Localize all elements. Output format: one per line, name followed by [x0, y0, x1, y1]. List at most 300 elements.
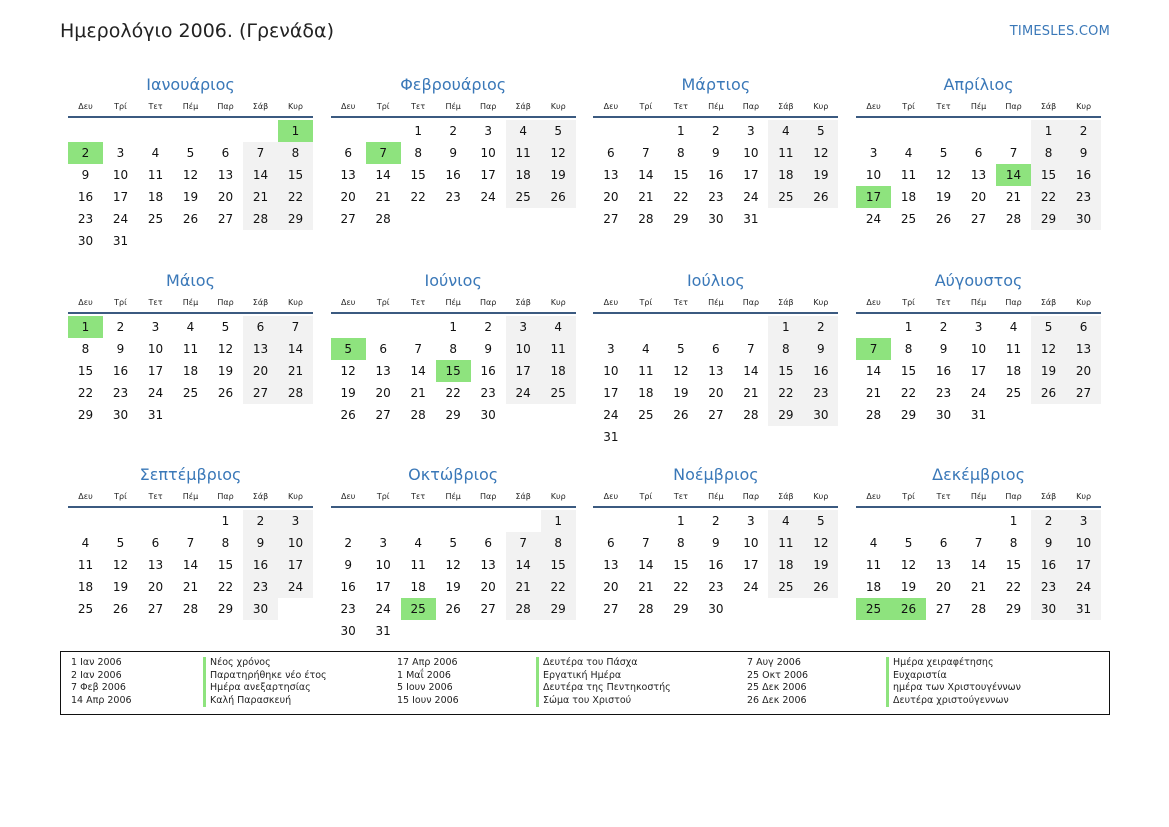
weekend-day-cell: 1: [541, 510, 576, 532]
empty-day-cell: [803, 598, 838, 620]
weekend-day-cell: 6: [243, 316, 278, 338]
weekend-day-cell: 2: [803, 316, 838, 338]
weekend-day-cell: 9: [1031, 532, 1066, 554]
day-cell: 30: [708, 212, 724, 226]
weekend-day-cell: 27: [1066, 382, 1101, 404]
weekend-day-cell: 28: [506, 598, 541, 620]
weekend-day-cell: 2: [243, 510, 278, 532]
week-row: [331, 598, 576, 620]
day-cell: 5: [116, 536, 125, 550]
holiday-legend: [60, 651, 1110, 715]
day-cell: 22: [1005, 580, 1022, 594]
day-cell: 21: [638, 190, 654, 204]
weekend-day-cell: 21: [243, 186, 278, 208]
day-cell: 13: [603, 168, 619, 182]
legend-dates-col-3: [747, 657, 808, 707]
week-row: [593, 576, 838, 598]
empty-day-cell: [541, 208, 576, 230]
weekend-day-cell: 30: [243, 598, 278, 620]
empty-day-cell: [663, 426, 698, 448]
weekday-label: Σάβ: [515, 492, 531, 501]
month-name: Μάιος: [166, 271, 215, 290]
day-cell: 3: [484, 124, 492, 138]
week-row: [856, 208, 1101, 230]
weekday-header-row: [331, 488, 576, 508]
empty-day-cell: [996, 120, 1031, 142]
empty-day-cell: [628, 316, 663, 338]
weekend-day-cell: 16: [243, 554, 278, 576]
weekday-label: Τρί: [114, 492, 127, 501]
day-cell: 12: [112, 558, 129, 572]
legend-date: 17 Απρ 2006: [397, 657, 458, 668]
empty-day-cell: [891, 510, 926, 532]
day-cell: 26: [673, 408, 689, 422]
day-cell: 18: [1005, 364, 1022, 378]
site-brand-link[interactable]: TIMESLES.COM: [1009, 24, 1110, 39]
day-cell: 12: [445, 558, 461, 572]
day-cell: 6: [939, 536, 948, 550]
weekday-label: Σάβ: [515, 102, 531, 111]
day-cell: 1: [1009, 514, 1018, 528]
weekend-day-cell: 15: [278, 164, 313, 186]
month-name: Αύγουστος: [934, 271, 1023, 290]
day-cell: 10: [603, 364, 619, 378]
weekday-label: Τρί: [114, 102, 127, 111]
day-cell: 29: [900, 408, 917, 422]
day-cell: 11: [638, 364, 654, 378]
weekend-day-cell: 4: [541, 316, 576, 338]
empty-day-cell: [103, 120, 138, 142]
day-cell: 13: [217, 168, 234, 182]
day-cell: 25: [77, 602, 94, 616]
week-row: [856, 164, 1101, 186]
day-cell: 5: [449, 536, 457, 550]
weekday-label: Παρ: [742, 102, 760, 111]
month-calendar: [331, 72, 576, 268]
day-cell: 20: [147, 580, 164, 594]
weekend-day-cell: 13: [1066, 338, 1101, 360]
week-row: [68, 186, 313, 208]
legend-date: 1 Μαΐ 2006: [397, 669, 451, 681]
week-row: [593, 404, 838, 426]
empty-day-cell: [208, 230, 243, 252]
week-row: [593, 316, 838, 338]
weekend-day-cell: 3: [278, 510, 313, 532]
day-cell: 5: [186, 146, 195, 160]
weekday-label: Παρ: [480, 492, 497, 501]
week-row: [331, 510, 576, 532]
day-cell: 15: [1005, 558, 1022, 572]
month-name: Σεπτέμβριος: [139, 465, 242, 484]
day-cell: 7: [747, 342, 755, 356]
day-cell: 9: [939, 342, 948, 356]
day-cell: 21: [1005, 190, 1022, 204]
day-cell: 23: [445, 190, 461, 204]
day-cell: 14: [410, 364, 426, 378]
weekend-day-cell: 22: [541, 576, 576, 598]
day-cell: 8: [1009, 536, 1018, 550]
month-name: Δεκέμβριος: [932, 465, 1025, 484]
day-cell: 23: [708, 190, 724, 204]
weekend-day-cell: 29: [541, 598, 576, 620]
weekend-day-cell: 9: [803, 338, 838, 360]
weekday-header-row: [856, 98, 1101, 118]
empty-day-cell: [506, 510, 541, 532]
day-cell: 19: [340, 386, 356, 400]
day-cell: 17: [480, 168, 496, 182]
day-cell: 1: [221, 514, 230, 528]
empty-day-cell: [278, 404, 313, 426]
day-cell: 14: [182, 558, 199, 572]
empty-day-cell: [138, 230, 173, 252]
day-cell: 3: [974, 320, 983, 334]
empty-day-cell: [541, 620, 576, 642]
weekend-day-cell: 29: [768, 404, 803, 426]
day-cell: 13: [603, 558, 619, 572]
weekday-label: Σάβ: [778, 492, 794, 501]
weekday-label: Δευ: [603, 298, 619, 307]
day-cell: 12: [217, 342, 234, 356]
empty-day-cell: [243, 404, 278, 426]
empty-day-cell: [138, 510, 173, 532]
weekday-label: Πέμ: [970, 492, 987, 501]
weekend-day-cell: 25: [541, 382, 576, 404]
empty-day-cell: [856, 120, 891, 142]
weekend-day-cell: 5: [803, 510, 838, 532]
legend-names-col-3: [886, 657, 1021, 707]
day-cell: 10: [743, 536, 759, 550]
empty-day-cell: [1066, 404, 1101, 426]
day-cell: 4: [1009, 320, 1018, 334]
day-cell: 4: [414, 536, 422, 550]
day-cell: 23: [935, 386, 952, 400]
week-row: [331, 208, 576, 230]
weekend-day-cell: 2: [1031, 510, 1066, 532]
week-row: [331, 404, 576, 426]
day-cell: 21: [865, 386, 882, 400]
day-cell: 16: [935, 364, 952, 378]
months-grid: [68, 72, 1101, 658]
weekday-label: Τετ: [148, 298, 163, 307]
day-cell: 13: [147, 558, 164, 572]
weekday-label: Τρί: [639, 298, 653, 307]
weekday-header-row: [856, 488, 1101, 508]
weekend-day-cell: 8: [278, 142, 313, 164]
day-cell: 2: [712, 514, 720, 528]
day-cell: 6: [607, 146, 615, 160]
day-cell: 10: [743, 146, 759, 160]
weekend-day-cell: 16: [803, 360, 838, 382]
day-cell: 6: [607, 536, 615, 550]
legend-holiday-name: Δευτέρα του Πάσχα: [536, 657, 671, 670]
week-row: [331, 164, 576, 186]
weekday-label: Πέμ: [445, 492, 461, 501]
empty-day-cell: [628, 120, 663, 142]
weekday-label: Κυρ: [1076, 492, 1092, 501]
day-cell: 10: [865, 168, 882, 182]
day-cell: 14: [865, 364, 882, 378]
day-cell: 27: [935, 602, 952, 616]
empty-day-cell: [506, 620, 541, 642]
week-row: [331, 142, 576, 164]
day-cell: 24: [743, 190, 759, 204]
day-cell: 23: [77, 212, 94, 226]
legend-holiday-name: Εργατική Ημέρα: [536, 670, 671, 683]
legend-holiday-name: ημέρα των Χριστουγέννων: [886, 682, 1021, 695]
empty-day-cell: [278, 230, 313, 252]
weekday-header-row: [593, 294, 838, 314]
day-cell: 19: [445, 580, 461, 594]
empty-day-cell: [401, 510, 436, 532]
weekday-label: Τετ: [673, 492, 688, 501]
day-cell: 10: [970, 342, 987, 356]
legend-date: 15 Ιουν 2006: [397, 694, 459, 706]
weekday-label: Σάβ: [778, 298, 794, 307]
day-cell: 3: [747, 514, 755, 528]
empty-day-cell: [331, 316, 366, 338]
day-cell: 4: [81, 536, 90, 550]
day-cell: 8: [904, 342, 913, 356]
day-cell: 15: [77, 364, 94, 378]
day-cell: 18: [77, 580, 94, 594]
weekend-day-cell: 17: [278, 554, 313, 576]
weekday-label: Κυρ: [813, 298, 829, 307]
day-cell: 18: [638, 386, 654, 400]
day-cell: 27: [603, 602, 619, 616]
week-row: [856, 360, 1101, 382]
day-cell: 7: [414, 342, 422, 356]
weekend-day-cell: 29: [1031, 208, 1066, 230]
day-cell: 29: [1005, 602, 1022, 616]
weekend-day-cell: 14: [243, 164, 278, 186]
day-cell: 8: [449, 342, 457, 356]
weekday-label: Δευ: [866, 102, 881, 111]
weekend-day-cell: 30: [1031, 598, 1066, 620]
day-cell: 26: [340, 408, 356, 422]
day-cell: 3: [607, 342, 615, 356]
legend-holiday-name: Ημέρα ανεξαρτησίας: [203, 682, 327, 695]
week-row: [856, 404, 1101, 426]
weekend-day-cell: 14: [506, 554, 541, 576]
day-cell: 22: [445, 386, 461, 400]
weekend-day-cell: 9: [243, 532, 278, 554]
empty-day-cell: [366, 510, 401, 532]
legend-names-col-1: [203, 657, 327, 707]
day-cell: 2: [712, 124, 720, 138]
day-cell: 27: [603, 212, 619, 226]
day-cell: 30: [77, 234, 94, 248]
legend-holiday-name: Δευτέρα της Πεντηκοστής: [536, 682, 671, 695]
weekday-label: Δευ: [866, 492, 881, 501]
weekend-day-cell: 4: [506, 120, 541, 142]
week-row: [856, 120, 1101, 142]
week-row: [331, 620, 576, 642]
month-calendar: [593, 72, 838, 268]
weekend-day-cell: 11: [506, 142, 541, 164]
day-cell: 13: [970, 168, 987, 182]
day-cell: 2: [484, 320, 492, 334]
day-cell: 19: [673, 386, 689, 400]
weekday-label: Παρ: [742, 492, 760, 501]
weekday-label: Πέμ: [970, 298, 987, 307]
weekday-label: Δευ: [866, 298, 881, 307]
day-cell: 22: [410, 190, 426, 204]
weekday-label: Κυρ: [288, 298, 303, 307]
empty-day-cell: [243, 120, 278, 142]
weekday-label: Δευ: [78, 492, 93, 501]
weekend-day-cell: 19: [803, 164, 838, 186]
day-cell: 5: [677, 342, 685, 356]
day-cell: 17: [970, 364, 987, 378]
weekend-day-cell: 3: [1066, 510, 1101, 532]
empty-day-cell: [856, 316, 891, 338]
legend-date: 1 Ιαν 2006: [71, 657, 122, 668]
empty-day-cell: [768, 208, 803, 230]
month-name: Απρίλιος: [943, 75, 1014, 94]
day-cell: 6: [221, 146, 230, 160]
day-cell: 6: [974, 146, 983, 160]
weekend-day-cell: 16: [1066, 164, 1101, 186]
day-cell: 27: [708, 408, 724, 422]
weekend-day-cell: 19: [541, 164, 576, 186]
day-cell: 6: [344, 146, 352, 160]
day-cell: 10: [112, 168, 129, 182]
week-row: [331, 120, 576, 142]
holiday-day-cell: 25: [401, 598, 436, 620]
day-cell: 10: [375, 558, 391, 572]
day-cell: 15: [410, 168, 426, 182]
day-cell: 31: [743, 212, 759, 226]
weekday-label: Τετ: [148, 102, 163, 111]
day-cell: 23: [480, 386, 496, 400]
week-row: [68, 338, 313, 360]
weekday-label: Κυρ: [550, 102, 566, 111]
day-cell: 20: [970, 190, 987, 204]
weekday-label: Παρ: [1005, 102, 1022, 111]
weekend-day-cell: 28: [243, 208, 278, 230]
day-cell: 24: [865, 212, 882, 226]
day-cell: 23: [112, 386, 129, 400]
week-row: [856, 576, 1101, 598]
day-cell: 26: [182, 212, 199, 226]
empty-day-cell: [506, 404, 541, 426]
weekend-day-cell: 26: [541, 186, 576, 208]
weekend-day-cell: 19: [803, 554, 838, 576]
legend-dates-col-2: [397, 657, 459, 707]
weekend-day-cell: 25: [506, 186, 541, 208]
weekend-day-cell: 25: [768, 186, 803, 208]
day-cell: 30: [340, 624, 356, 638]
day-cell: 29: [673, 212, 689, 226]
day-cell: 1: [677, 514, 685, 528]
weekday-label: Τετ: [673, 298, 688, 307]
day-cell: 19: [182, 190, 199, 204]
day-cell: 17: [743, 168, 759, 182]
weekend-day-cell: 23: [803, 382, 838, 404]
weekday-label: Κυρ: [550, 492, 566, 501]
weekday-label: Κυρ: [288, 102, 303, 111]
month-name: Ιούλιος: [686, 271, 745, 290]
weekday-label: Σάβ: [252, 298, 269, 307]
week-row: [593, 164, 838, 186]
month-calendar: [68, 268, 313, 464]
day-cell: 15: [900, 364, 917, 378]
month-calendar: [331, 462, 576, 658]
weekday-header-row: [856, 294, 1101, 314]
weekend-day-cell: 23: [1066, 186, 1101, 208]
empty-day-cell: [733, 316, 768, 338]
day-cell: 6: [712, 342, 720, 356]
day-cell: 27: [217, 212, 234, 226]
weekend-day-cell: 22: [768, 382, 803, 404]
weekday-label: Δευ: [340, 102, 356, 111]
day-cell: 20: [708, 386, 724, 400]
weekend-day-cell: 27: [243, 382, 278, 404]
weekday-label: Πέμ: [182, 298, 199, 307]
weekday-label: Κυρ: [1076, 298, 1092, 307]
week-row: [331, 532, 576, 554]
day-cell: 21: [182, 580, 199, 594]
empty-day-cell: [436, 510, 471, 532]
day-cell: 29: [673, 602, 689, 616]
weekday-header-row: [68, 294, 313, 314]
day-cell: 17: [603, 386, 619, 400]
empty-day-cell: [593, 510, 628, 532]
weekend-day-cell: 26: [803, 576, 838, 598]
weekday-label: Τετ: [936, 492, 951, 501]
weekend-day-cell: 11: [541, 338, 576, 360]
day-cell: 11: [1005, 342, 1022, 356]
day-cell: 1: [449, 320, 457, 334]
day-cell: 28: [743, 408, 759, 422]
weekend-day-cell: 4: [768, 510, 803, 532]
weekend-day-cell: 30: [1066, 208, 1101, 230]
day-cell: 1: [414, 124, 422, 138]
weekday-label: Παρ: [1005, 492, 1022, 501]
day-cell: 30: [480, 408, 496, 422]
weekday-label: Σάβ: [515, 298, 531, 307]
month-calendar: [331, 268, 576, 464]
empty-day-cell: [401, 208, 436, 230]
day-cell: 27: [340, 212, 356, 226]
weekend-day-cell: 26: [1031, 382, 1066, 404]
legend-holiday-name: Ευχαριστία: [886, 670, 1021, 683]
day-cell: 16: [708, 168, 724, 182]
legend-holiday-name: Ημέρα χειραφέτησης: [886, 657, 1021, 670]
day-cell: 22: [900, 386, 917, 400]
week-row: [68, 598, 313, 620]
day-cell: 22: [217, 580, 234, 594]
weekend-day-cell: 18: [506, 164, 541, 186]
weekday-label: Πέμ: [182, 492, 199, 501]
week-row: [856, 598, 1101, 620]
day-cell: 1: [904, 320, 913, 334]
holiday-day-cell: 2: [68, 142, 103, 164]
day-cell: 25: [1005, 386, 1022, 400]
weekday-header-row: [68, 488, 313, 508]
empty-day-cell: [733, 598, 768, 620]
weekday-header-row: [593, 488, 838, 508]
weekend-day-cell: 10: [506, 338, 541, 360]
day-cell: 7: [974, 536, 983, 550]
weekday-header-row: [331, 294, 576, 314]
empty-day-cell: [138, 120, 173, 142]
day-cell: 28: [865, 408, 882, 422]
day-cell: 14: [743, 364, 759, 378]
weekday-label: Σάβ: [1040, 298, 1057, 307]
legend-holiday-name: Καλή Παρασκευή: [203, 695, 327, 708]
day-cell: 20: [340, 190, 356, 204]
